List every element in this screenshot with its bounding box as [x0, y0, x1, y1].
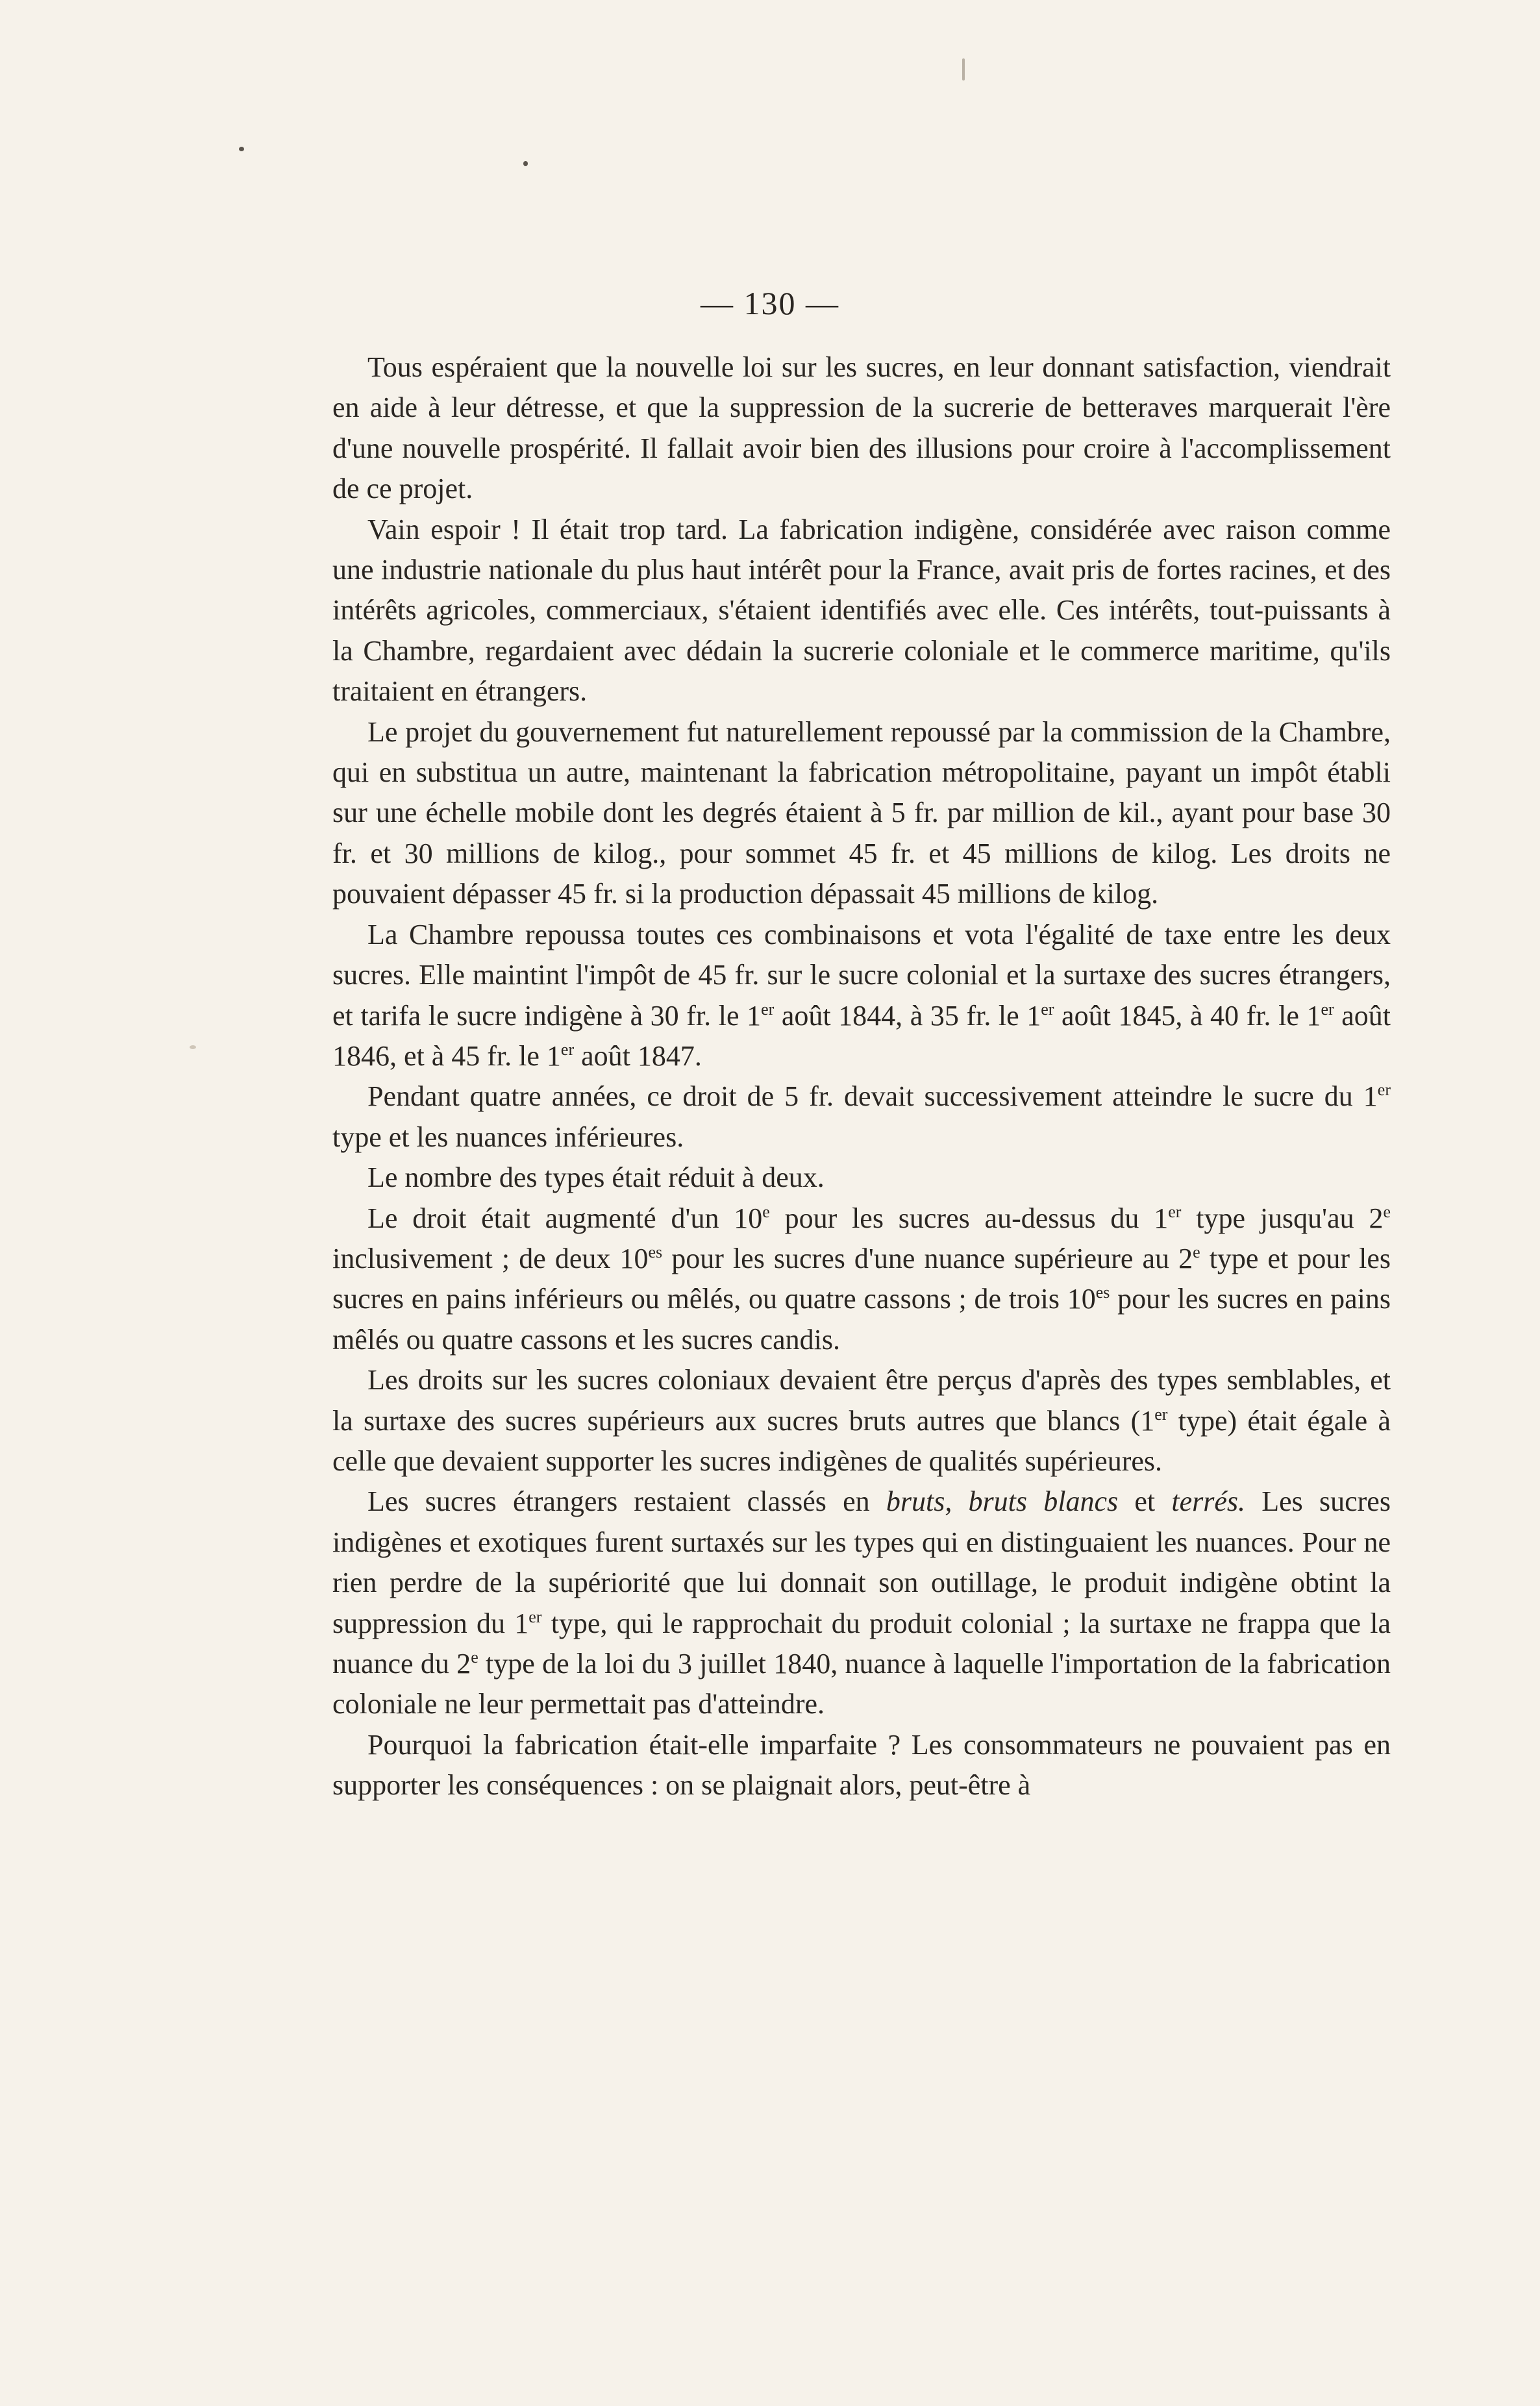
paragraph: [332, 347, 1391, 510]
superscript: er: [528, 1607, 542, 1626]
page-number: — 130 —: [701, 285, 839, 321]
text-run: pour les sucres d'une nuance supérieure au 2: [662, 1242, 1193, 1274]
ink-speck: [190, 1045, 196, 1049]
superscript: e: [1193, 1242, 1200, 1261]
superscript: es: [648, 1242, 663, 1261]
paragraph: [332, 1360, 1391, 1482]
text-run: et: [1118, 1485, 1172, 1518]
ink-speck: [962, 58, 965, 81]
paragraph: [332, 712, 1391, 915]
paragraph: [332, 1725, 1391, 1806]
text-run: type et les nuances inférieures.: [332, 1121, 684, 1153]
text-run: type de la loi du 3 juillet 1840, nuance à laquelle l'importation de la fabrication coloniale ne leur permettait pas d'atteindre.: [332, 1648, 1391, 1720]
text-run: pour les sucres au-dessus du 1: [769, 1202, 1169, 1234]
text-run: août 1844, à 35 fr. le 1: [774, 999, 1041, 1032]
paragraph: [332, 1076, 1391, 1158]
superscript: e: [762, 1202, 770, 1221]
text-run: août 1847.: [574, 1039, 702, 1072]
ink-speck: [523, 161, 528, 166]
superscript: es: [1095, 1283, 1110, 1302]
superscript: er: [761, 999, 775, 1019]
paragraph: [332, 915, 1391, 1077]
superscript: er: [1377, 1080, 1391, 1100]
superscript: er: [1154, 1404, 1168, 1424]
text-run: août 1846, et à 45 fr. le 1: [332, 999, 1391, 1072]
text-run: type, qui le rapprochait du produit colonial ; la surtaxe ne frappa que la nuance du 2: [332, 1607, 1391, 1680]
superscript: e: [471, 1648, 478, 1667]
text-run: Les droits sur les sucres coloniaux devaient être perçus d'après des types semblables, et la surtaxe des sucres supérieurs aux sucres bruts autres que blancs (1: [332, 1364, 1391, 1437]
text-run: La Chambre repoussa toutes ces combinaisons et vota l'égalité de taxe entre les deux sucres. Elle maintint l'impôt de 45 fr. sur le sucre colonial et la surtaxe des sucres étrangers, et tarifa le sucre indigène à 30 fr. le 1: [332, 918, 1391, 1032]
superscript: er: [1321, 999, 1334, 1019]
text-run: Le nombre des types était réduit à deux.: [367, 1161, 825, 1194]
text-run: Vain espoir ! Il était trop tard. La fabrication indigène, considérée avec raison comme une industrie nationale du plus haut intérêt pour la France, avait pris de fortes racines, et des intérêts agricoles, commerciaux, s'étaient identifiés avec elle. Ces intérêts, tout-puissants à la Chambre, regardaient avec dédain la sucrerie coloniale et le commerce maritime, qu'ils traitaient en étrangers.: [332, 513, 1391, 708]
paragraph: [332, 1158, 1391, 1198]
superscript: er: [1041, 999, 1054, 1019]
text-run: type jusqu'au 2: [1181, 1202, 1384, 1234]
text-run: type et pour les sucres en pains inférieurs ou mêlés, ou quatre cassons ; de trois 10: [332, 1242, 1391, 1315]
paragraph: [332, 510, 1391, 712]
body-text: [332, 347, 1391, 1806]
superscript: er: [1168, 1202, 1182, 1221]
superscript: er: [560, 1039, 575, 1059]
text-run: Pourquoi la fabrication était-elle imparfaite ? Les consommateurs ne pouvaient pas en supporter les conséquences : on se plaignait alors, peut-être à: [332, 1728, 1391, 1802]
superscript: e: [1383, 1202, 1391, 1221]
text-run: Les sucres indigènes et exotiques furent surtaxés sur les types qui en distinguaient les nuances. Pour ne rien perdre de la supériorité que lui donnait son outillage, le produit indigène obtint la suppression du 1: [332, 1485, 1391, 1639]
paragraph: [332, 1198, 1391, 1361]
italic-text: terrés.: [1171, 1485, 1246, 1518]
text-run: Le droit était augmenté d'un 10: [367, 1202, 763, 1234]
ink-speck: [239, 147, 244, 151]
text-run: Le projet du gouvernement fut naturellement repoussé par la commission de la Chambre, qui en substitua un autre, maintenant la fabrication métropolitaine, payant un impôt établi sur une échelle mobile dont les degrés étaient à 5 fr. par million de kil., ayant pour base 30 fr. et 30 millions de kilog., pour sommet 45 fr. et 45 millions de kilog. Les droits ne pouvaient dépasser 45 fr. si la production dépassait 45 millions de kilog.: [332, 715, 1391, 910]
paragraph: [332, 1482, 1391, 1724]
text-run: Les sucres étrangers restaient classés en: [367, 1485, 886, 1518]
text-run: type) était égale à celle que devaient supporter les sucres indigènes de qualités supérieures.: [332, 1404, 1391, 1477]
italic-text: bruts, bruts blancs: [886, 1485, 1119, 1518]
text-run: inclusivement ; de deux 10: [332, 1242, 649, 1274]
text-run: août 1845, à 40 fr. le 1: [1054, 999, 1321, 1032]
text-run: Pendant quatre années, ce droit de 5 fr. devait successivement atteindre le sucre du 1: [367, 1080, 1378, 1113]
text-run: Tous espéraient que la nouvelle loi sur les sucres, en leur donnant satisfaction, viendrait en aide à leur détresse, et que la suppression de la sucrerie de betteraves marquerait l'ère d'une nouvelle prospérité. Il fallait avoir bien des illusions pour croire à l'accomplissement de ce projet.: [332, 351, 1391, 505]
text-run: pour les sucres en pains mêlés ou quatre cassons et les sucres candis.: [332, 1283, 1391, 1356]
